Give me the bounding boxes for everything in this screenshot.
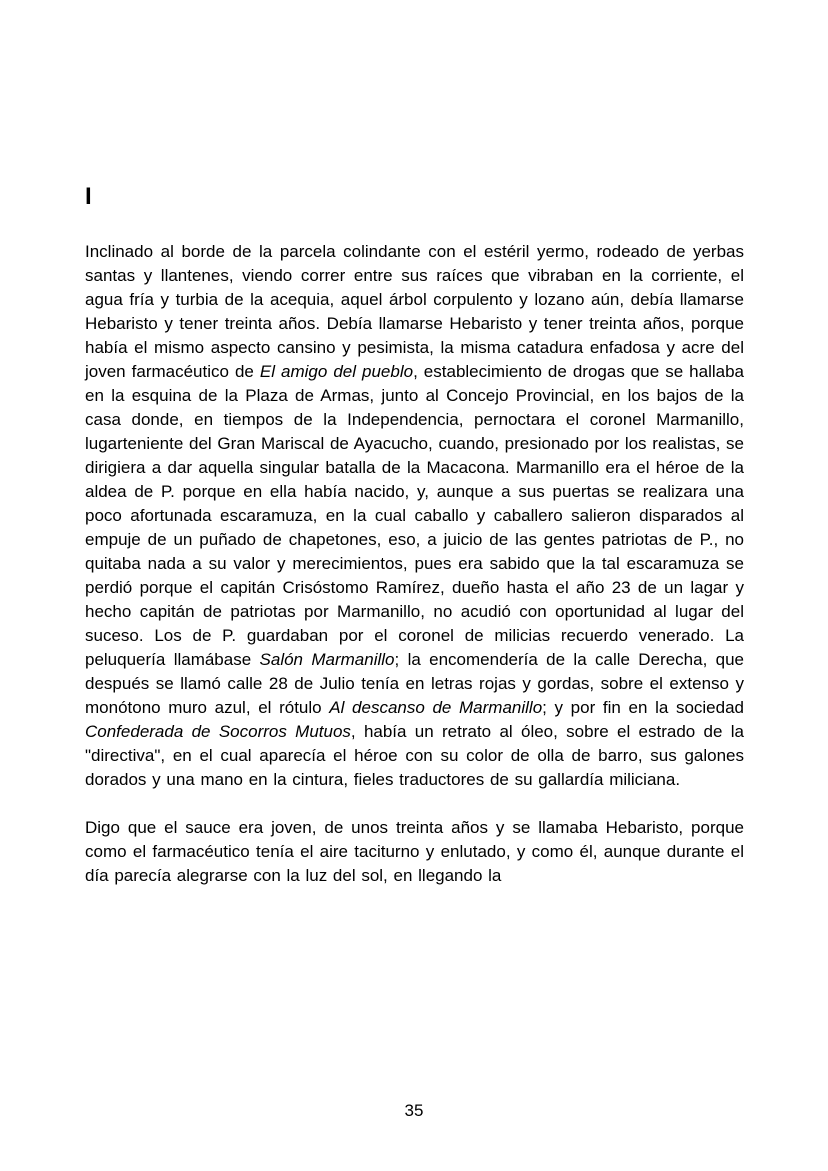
chapter-heading: I bbox=[85, 183, 92, 210]
text-segment: ; la encomendería de la calle Derecha, que después se llamó calle 28 de Julio tenía en letras rojas y gordas, sobre el extenso y monótono muro azul, el rótulo bbox=[85, 650, 744, 717]
body-text bbox=[85, 240, 744, 888]
text-segment: Inclinado al borde de la parcela colindante con el estéril yermo, rodeado de yerbas santas y llantenes, viendo correr entre sus raíces que vibraban en la corriente, el agua fría y turbia de la acequia, aquel árbol corpulento y lozano aún, debía llamarse Hebaristo y tener treinta años. Debía llamarse Hebaristo y tener treinta años, porque había el mismo aspecto cansino y pesimista, la misma catadura enfadosa y acre del joven farmacéutico de bbox=[85, 242, 744, 381]
paragraph bbox=[85, 816, 744, 888]
italic-text-segment: Confederada de Socorros Mutuos bbox=[85, 722, 351, 741]
italic-text-segment: Salón Marmanillo bbox=[259, 650, 395, 669]
text-segment: , establecimiento de drogas que se hallaba en la esquina de la Plaza de Armas, junto al Concejo Provincial, en los bajos de la casa donde, en tiempos de la Independencia, pernoctara el coronel Marmanillo, lugarteniente del Gran Mariscal de Ayacucho, cuando, presionado por los realistas, se dirigiera a dar aquella singular batalla de la Macacona. Marmanillo era el héroe de la aldea de P. porque en ella había nacido, y, aunque a sus puertas se realizara una poco afortunada escaramuza, en la cual caballo y caballero salieron disparados al empuje de un puñado de chapetones, eso, a juicio de las gentes patriotas de P., no quitaba nada a su valor y merecimientos, pues era sabido que la tal escaramuza se perdió porque el capitán Crisóstomo Ramírez, dueño hasta el año 23 de un lagar y hecho capitán de patriotas por Marmanillo, no acudió con oportunidad al lugar del suceso. Los de P. guardaban por el coronel de milicias recuerdo venerado. La peluquería llamábase bbox=[85, 362, 744, 669]
italic-text-segment: Al descanso de Marmanillo bbox=[329, 698, 543, 717]
paragraph bbox=[85, 240, 744, 792]
text-segment: , había un retrato al óleo, sobre el estrado de la "directiva", en el cual aparecía el héroe con su color de olla de barro, sus galones dorados y una mano en la cintura, fieles traductores de su gallardía miliciana. bbox=[85, 722, 744, 789]
italic-text-segment: El amigo del pueblo bbox=[259, 362, 414, 381]
text-segment: Digo que el sauce era joven, de unos treinta años y se llamaba Hebaristo, porque como el farmacéutico tenía el aire taciturno y enlutado, y como él, aunque durante el día parecía alegrarse con la luz del sol, en llegando la bbox=[85, 818, 744, 885]
page-number: 35 bbox=[404, 1101, 424, 1120]
text-segment: ; y por fin en la sociedad bbox=[542, 698, 744, 717]
